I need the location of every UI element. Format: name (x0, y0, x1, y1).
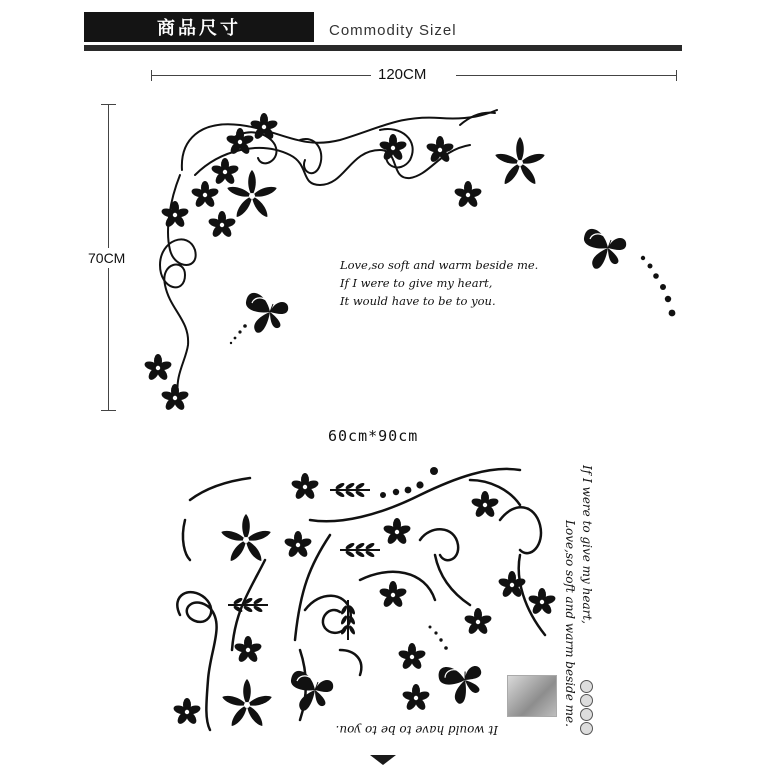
width-dimension-label: 120CM (378, 66, 427, 83)
butterfly-icon (584, 229, 626, 269)
flower-icon (283, 531, 312, 559)
flower-icon (210, 158, 239, 186)
flower-icon (160, 384, 189, 412)
width-dimension-line-right (456, 75, 677, 76)
butterfly-icon (291, 671, 333, 711)
section-title-cn: 商品尺寸 (157, 18, 241, 39)
quote-line: If I were to give my heart, (340, 276, 493, 290)
leaf-sprig-icon (340, 600, 356, 640)
flower-icon (143, 354, 172, 382)
down-arrow-icon (370, 755, 396, 765)
flower-icon (249, 113, 278, 141)
flower-icon (527, 588, 556, 616)
flower-icon (190, 181, 219, 209)
flower-icon (470, 491, 499, 519)
flower-icon (463, 608, 492, 636)
color-swatch (580, 722, 593, 735)
color-swatch (580, 694, 593, 707)
color-swatch (580, 680, 593, 693)
butterfly-icon (436, 656, 489, 708)
width-dimension-end-cap (676, 70, 677, 81)
flower-icon (382, 518, 411, 546)
color-swatch (580, 708, 593, 721)
large-flower-icon (220, 514, 272, 563)
flower-icon (233, 636, 262, 664)
height-dimension-label: 70CM (88, 250, 126, 266)
flower-icon (453, 181, 482, 209)
height-dimension-bottom-cap (101, 410, 116, 411)
section-title-tab (84, 12, 314, 42)
section-title-en: Commodity Sizel (329, 22, 457, 39)
leaf-sprig-icon (228, 597, 268, 613)
flower-icon (207, 211, 236, 239)
sheet-quote-line-2: Love,so soft and warm beside me. (563, 520, 577, 727)
butterfly-icon (246, 293, 288, 333)
large-flower-icon (226, 170, 278, 219)
room-photo-thumbnail (507, 675, 557, 717)
flower-icon (160, 201, 189, 229)
leaf-sprig-icon (340, 542, 380, 558)
quote-line: It would have to be to you. (340, 294, 496, 308)
flower-icon (172, 698, 201, 726)
large-flower-icon (494, 137, 546, 186)
sheet-size-label: 60cm*90cm (328, 427, 419, 445)
flower-icon (401, 684, 430, 712)
quote-text-assembled (340, 256, 560, 310)
width-dimension-line-left (151, 75, 371, 76)
flower-icon (397, 643, 426, 671)
header-divider (84, 45, 682, 51)
sheet-quote-line-3: It would have to be to you. (335, 723, 498, 737)
quote-line: Love,so soft and warm beside me. (340, 258, 539, 272)
sheet-quote-line-1: If I were to give my heart, (580, 465, 594, 624)
flower-icon (378, 581, 407, 609)
large-flower-icon (221, 679, 273, 728)
flower-icon (290, 473, 319, 501)
leaf-sprig-icon (330, 482, 370, 498)
sheet-dots (380, 467, 448, 650)
